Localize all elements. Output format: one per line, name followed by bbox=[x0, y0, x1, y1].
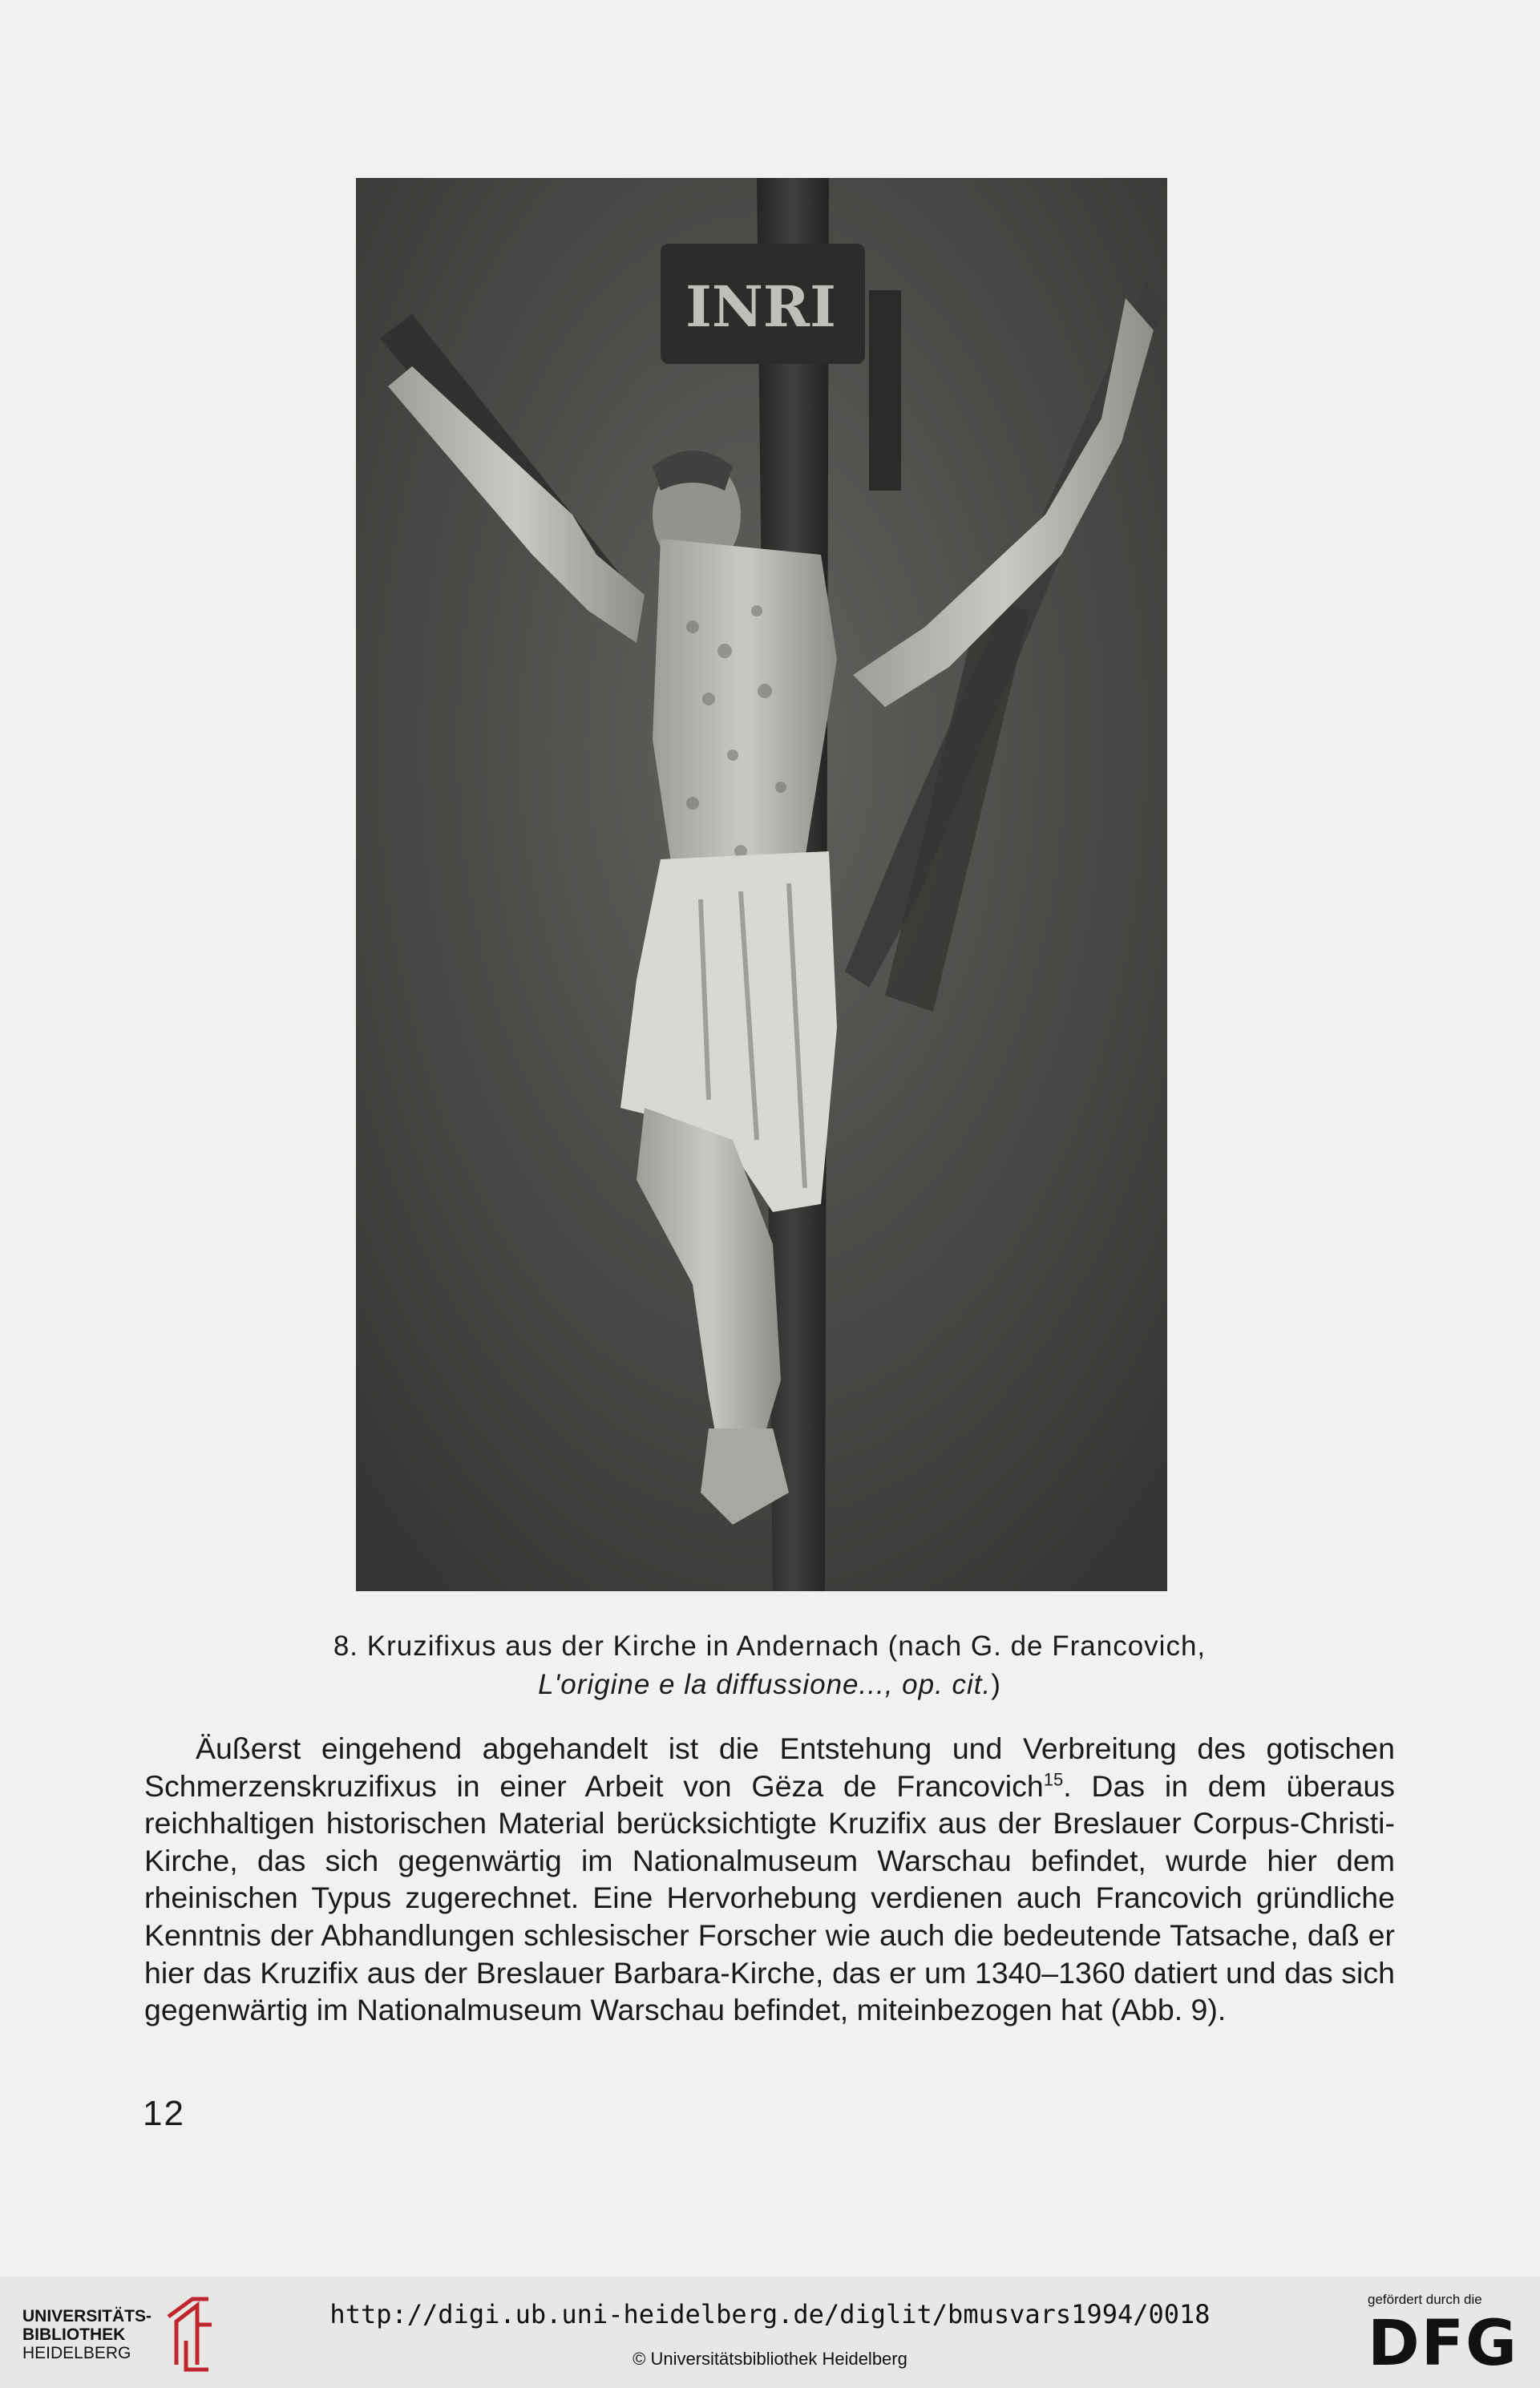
paragraph-text-end: . Das in dem überaus reichhaltigen historischen Material berücksichtigte Kruzifix aus der Breslauer Corpus-Christi-Kirche, das sich gegenwärtig im Nationalmuseum Warschau befindet, wurde hier dem rheinischen Typus zugerechnet. Eine Hervorhebung verdienen auch Francovich gründliche Kenntnis der Abhandlungen schlesischer Forscher wie auch die bedeutende Tatsache, daß er hier das Kruzifix aus der Breslauer Barbara-Kirche, das er um 1340–1360 datiert und das sich gegenwärtig im Nationalmuseum Warschau befindet, miteinbezogen hat (Abb. 9). bbox=[144, 1768, 1395, 2027]
figure-caption bbox=[144, 1627, 1395, 1704]
crucifix-photo bbox=[356, 178, 1167, 1591]
paragraph bbox=[144, 1730, 1395, 2029]
footnote-ref[interactable]: 15 bbox=[1043, 1769, 1064, 1790]
funding-label: gefördert durch die bbox=[1368, 2292, 1482, 2307]
paragraph-text-start: Äußerst eingehend abgehandelt ist die Entstehung und Verbreitung des gotischen Schmerzenskruzifixus in einer Arbeit von Gëza de Francovich bbox=[144, 1731, 1395, 1803]
page-number: 12 bbox=[143, 2094, 185, 2133]
crucifix-illustration bbox=[356, 178, 1167, 1591]
caption-close: ) bbox=[991, 1669, 1001, 1700]
dfg-logo: DFG bbox=[1368, 2308, 1519, 2380]
library-line-2: BIBLIOTHEK bbox=[22, 2325, 126, 2344]
titulus-text: INRI bbox=[685, 273, 836, 340]
caption-line-2 bbox=[144, 1666, 1395, 1704]
footer-url-link[interactable]: http://digi.ub.uni-heidelberg.de/diglit/bmusvars1994/0018 bbox=[329, 2299, 1211, 2329]
body-text bbox=[144, 1730, 1395, 2029]
footer-copyright: © Universitätsbibliothek Heidelberg bbox=[633, 2349, 907, 2369]
caption-line-1: 8. Kruzifixus aus der Kirche in Andernach (nach G. de Francovich, bbox=[333, 1630, 1207, 1662]
library-line-1: UNIVERSITÄTS- bbox=[22, 2307, 152, 2325]
library-line-3: HEIDELBERG bbox=[22, 2344, 131, 2362]
footer-bar bbox=[0, 2277, 1540, 2388]
caption-citation: L'origine e la diffussione..., op. cit. bbox=[538, 1669, 992, 1700]
